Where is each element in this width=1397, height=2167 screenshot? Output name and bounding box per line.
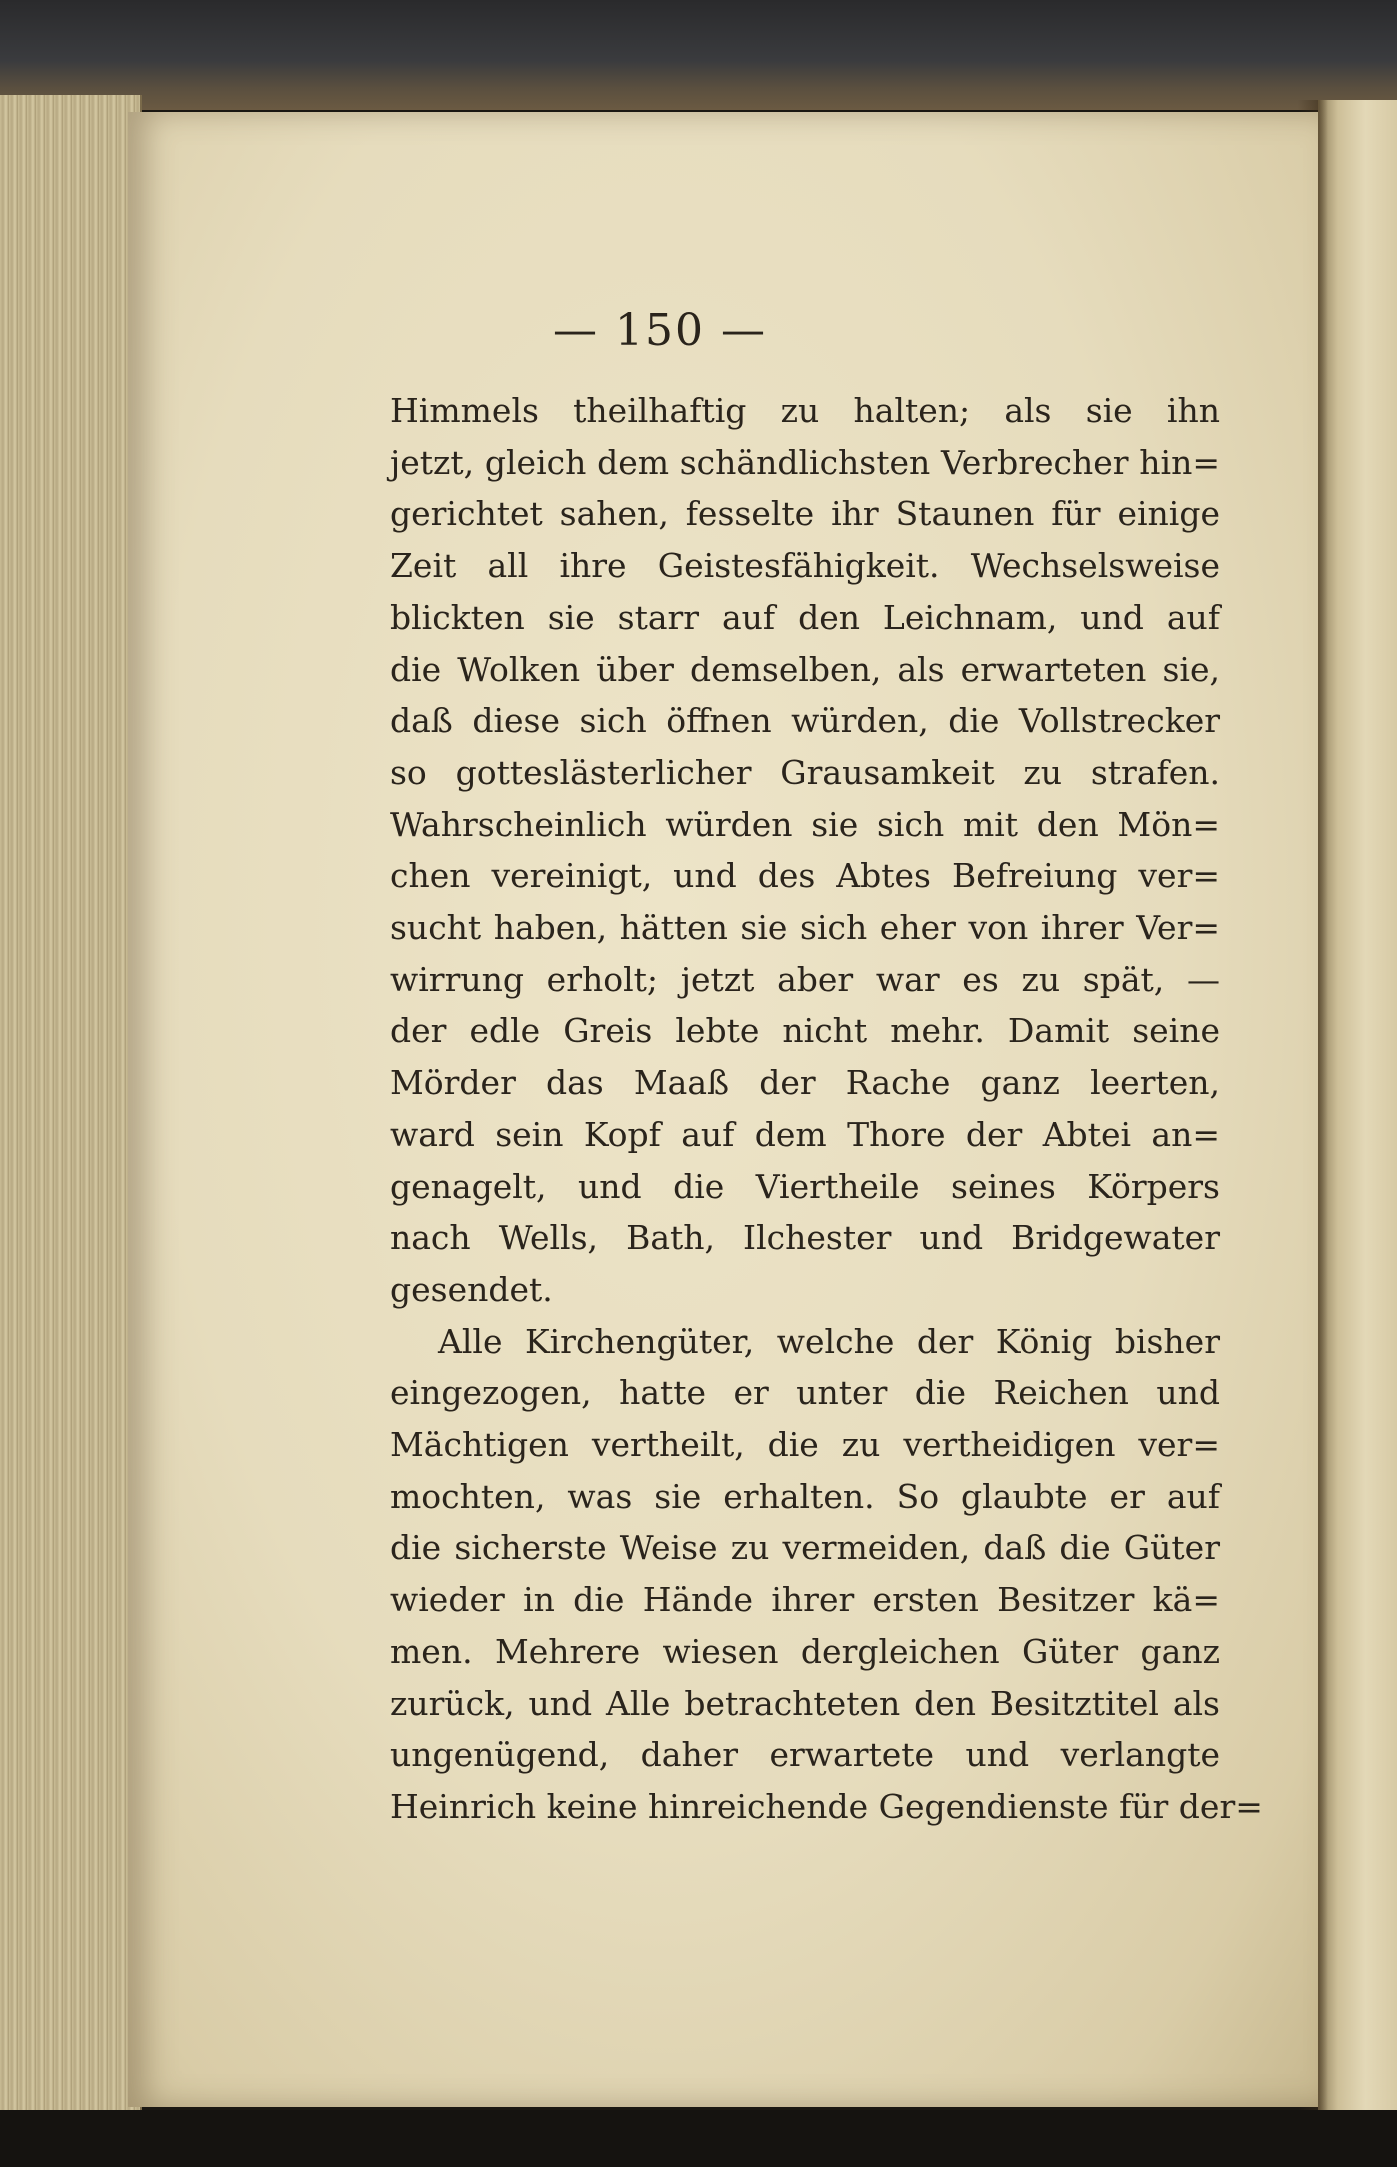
text-line: gesendet.: [390, 1269, 553, 1309]
text-line: mochten, was sie erhalten. So glaubte er auf: [390, 1476, 1220, 1516]
text-line: blickten sie starr auf den Leichnam, und auf: [390, 597, 1220, 637]
text-line: eingezogen, hatte er unter die Reichen und: [390, 1373, 1220, 1413]
text-line: genagelt, und die Viertheile seines Körpers: [390, 1166, 1220, 1206]
text-line: zurück, und Alle betrachteten den Besitztitel als: [390, 1683, 1220, 1723]
text-line: chen vereinigt, und des Abtes Befreiung ver=: [390, 856, 1220, 896]
text-line: die sicherste Weise zu vermeiden, daß die Güter: [390, 1528, 1220, 1568]
text-line: men. Mehrere wiesen dergleichen Güter ganz: [390, 1631, 1220, 1671]
text-line: Wahrscheinlich würden sie sich mit den Mön=: [390, 804, 1220, 844]
text-line: Heinrich keine hinreichende Gegendienste für der=: [390, 1786, 1263, 1826]
text-line: so gotteslästerlicher Grausamkeit zu strafen.: [390, 752, 1220, 792]
text-line: nach Wells, Bath, Ilchester und Bridgewater: [390, 1218, 1220, 1258]
text-line: wirrung erholt; jetzt aber war es zu spät, —: [390, 959, 1220, 999]
stacked-page-edges: [0, 95, 142, 2115]
scanner-background-bottom: [0, 2110, 1397, 2167]
text-line: ungenügend, daher erwartete und verlangte: [390, 1735, 1220, 1775]
facing-page-edge: [1318, 100, 1397, 2110]
page-number: — 150 —: [553, 305, 767, 356]
text-line: Mächtigen vertheilt, die zu vertheidigen ver=: [390, 1425, 1220, 1465]
text-line: jetzt, gleich dem schändlichsten Verbrecher hin=: [390, 442, 1220, 482]
page-body-text: [390, 385, 1263, 1833]
text-line: ward sein Kopf auf dem Thore der Abtei an=: [390, 1114, 1220, 1154]
text-line: Zeit all ihre Geistesfähigkeit. Wechselsweise: [390, 546, 1220, 586]
text-line: Himmels theilhaftig zu halten; als sie ihn: [390, 391, 1220, 430]
text-line: wieder in die Hände ihrer ersten Besitzer kä=: [390, 1580, 1220, 1620]
text-line: Alle Kirchengüter, welche der König bisher: [438, 1321, 1220, 1361]
text-line: die Wolken über demselben, als erwarteten sie,: [390, 649, 1220, 689]
text-line: sucht haben, hätten sie sich eher von ihrer Ver=: [390, 908, 1220, 948]
text-line: Mörder das Maaß der Rache ganz leerten,: [390, 1063, 1220, 1103]
scanner-background-top: [0, 0, 1397, 110]
text-line: der edle Greis lebte nicht mehr. Damit seine: [390, 1011, 1220, 1051]
text-line: daß diese sich öffnen würden, die Vollstrecker: [390, 701, 1220, 741]
text-line: gerichtet sahen, fesselte ihr Staunen für einige: [390, 494, 1220, 534]
